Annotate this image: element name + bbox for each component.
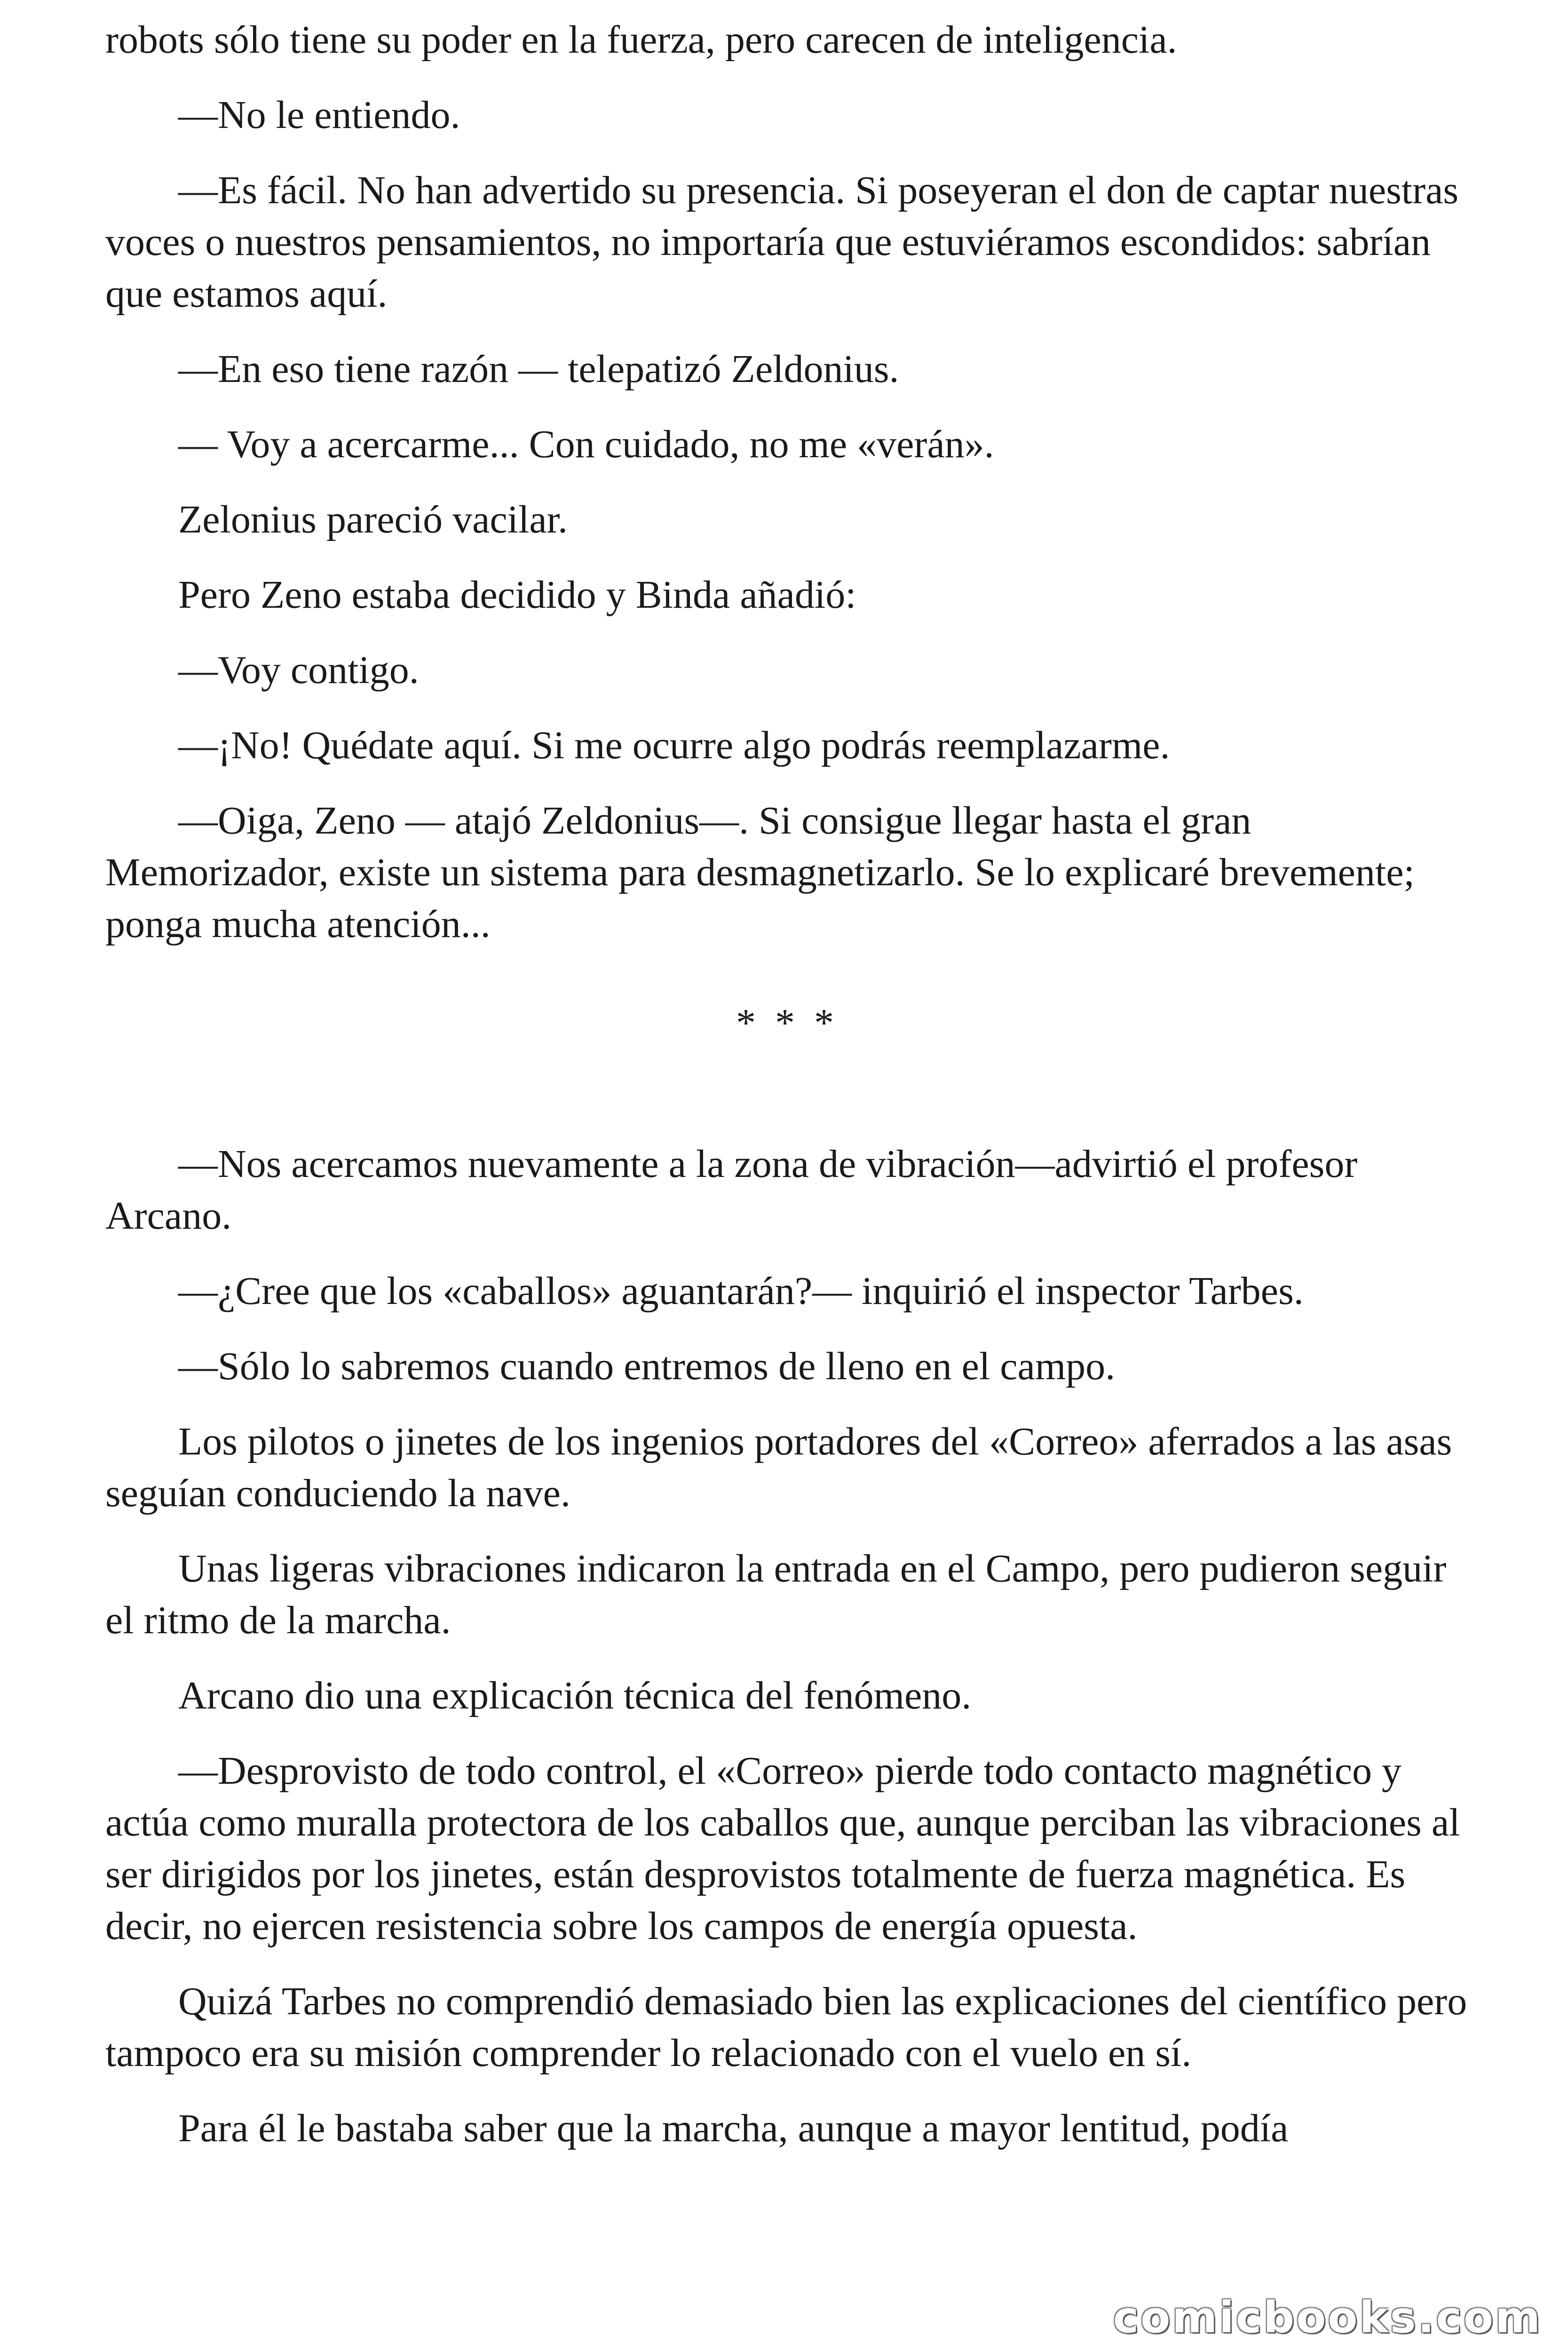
paragraph: —Voy contigo. [178, 648, 419, 692]
section-separator: * * * [736, 1001, 839, 1045]
paragraph: —¿Cree que los «caballos» aguantarán?— inquirió el inspector Tarbes. [178, 1269, 1304, 1313]
paragraph: — Voy a acercarme... Con cuidado, no me «verán». [178, 422, 994, 466]
paragraph: —En eso tiene razón — telepatizó Zeldonius. [178, 347, 899, 391]
paragraph: —Desprovisto de todo control, el «Correo» pierde todo contacto magnético y actúa como muralla protectora de los caballos que, aunque perciban las vibraciones al ser dirigidos por los jinetes, están desprovistos totalmente de fuerza magnética. Es decir, no ejercen resistencia sobre los campos de energía opuesta. [105, 1749, 1460, 1948]
paragraph: Unas ligeras vibraciones indicaron la entrada en el Campo, pero pudieron seguir el ritmo de la marcha. [105, 1547, 1447, 1642]
paragraph: —Es fácil. No han advertido su presencia. Si poseyeran el don de captar nuestras voces o nuestros pensamientos, no importaría que estuviéramos escondidos: sabrían que estamos aquí. [105, 168, 1459, 316]
watermark-logo: comicbooks.com [1113, 2292, 1542, 2343]
paragraph: Para él le bastaba saber que la marcha, aunque a mayor lentitud, podía [178, 2106, 1289, 2150]
paragraph: Arcano dio una explicación técnica del fenómeno. [178, 1674, 972, 1717]
paragraph: Los pilotos o jinetes de los ingenios portadores del «Correo» aferrados a las asas seguían conduciendo la nave. [105, 1420, 1452, 1515]
paragraph: Pero Zeno estaba decidido y Binda añadió: [178, 573, 856, 617]
paragraph: —¡No! Quédate aquí. Si me ocurre algo podrás reemplazarme. [178, 723, 1170, 767]
paragraph: —Nos acercamos nuevamente a la zona de vibración—advirtió el profesor Arcano. [105, 1142, 1358, 1238]
paragraph: —Sólo lo sabremos cuando entremos de lleno en el campo. [178, 1344, 1116, 1388]
paragraph: —Oiga, Zeno — atajó Zeldonius—. Si consigue llegar hasta el gran Memorizador, existe un sistema para desmagnetizarlo. Se lo explicaré brevemente; ponga mucha atención... [105, 799, 1415, 946]
paragraph: Zelonius pareció vacilar. [178, 498, 568, 541]
paragraph: Quizá Tarbes no comprendió demasiado bien las explicaciones del científico pero tampoco era su misión comprender lo relacionado con el vuelo en sí. [105, 1979, 1467, 2075]
document-page [105, 14, 1469, 2178]
paragraph: —No le entiendo. [178, 93, 460, 137]
paragraph: robots sólo tiene su poder en la fuerza, pero carecen de inteligencia. [105, 18, 1177, 62]
